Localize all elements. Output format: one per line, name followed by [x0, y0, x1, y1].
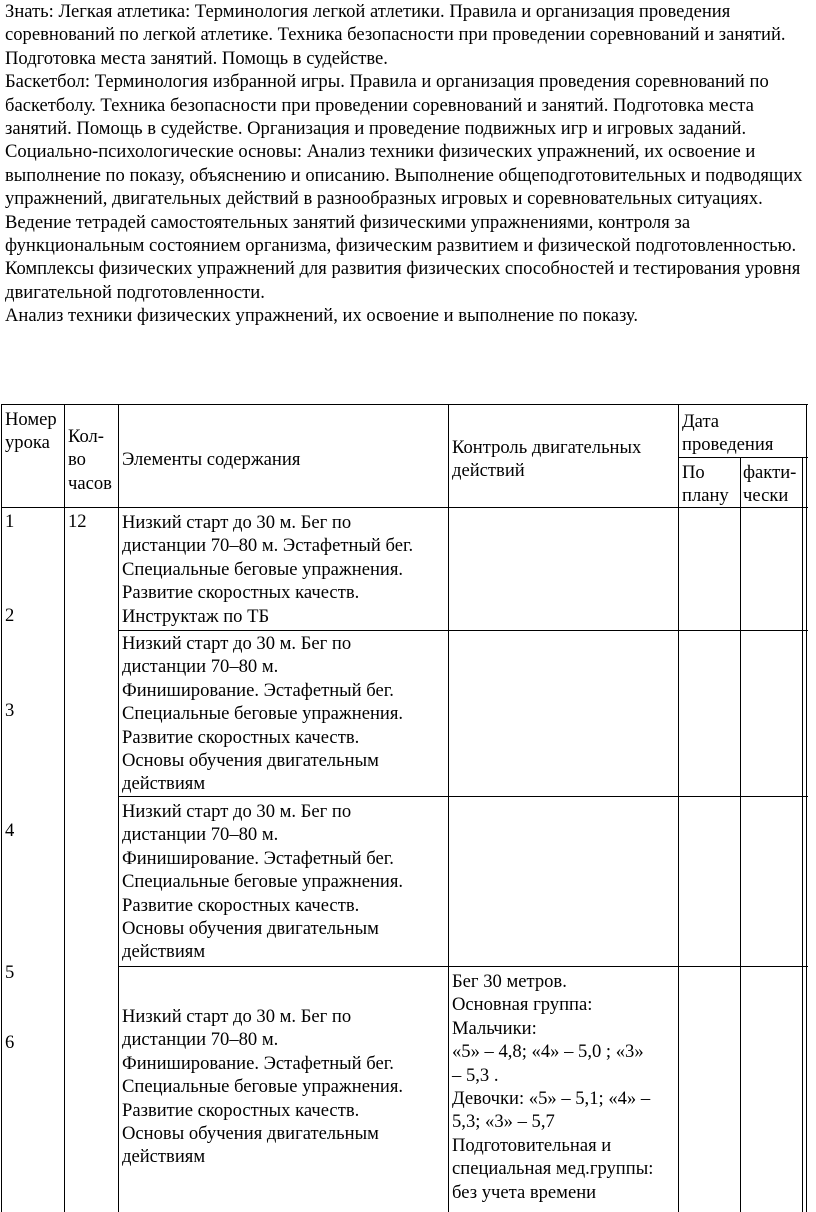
- column-divider: [118, 404, 119, 1212]
- text-line: дистанции 70–80 м. Эстафетный бег.: [122, 535, 414, 557]
- row-1-content: [122, 511, 413, 628]
- lesson-number: 2: [5, 605, 15, 626]
- text-line: действий: [452, 460, 525, 482]
- text-line: Низкий старт до 30 м. Бег по: [122, 801, 352, 822]
- text-line: Основы обучения двигательным: [122, 750, 379, 772]
- lesson-number: 5: [5, 962, 15, 983]
- header-lesson-number: [5, 408, 57, 455]
- intro-paragraph: Анализ техники физических упражнений, их освоение и выполнение по показу.: [5, 305, 639, 327]
- text-line: Развитие скоростных качеств.: [122, 582, 360, 604]
- row-4-content: [122, 1005, 403, 1169]
- column-divider: [448, 404, 449, 1212]
- text-line: По: [682, 462, 705, 483]
- table-border-top: [1, 404, 808, 405]
- text-line: Развитие скоростных качеств.: [122, 1099, 360, 1121]
- intro-paragraph: Ведение тетрадей самостоятельных занятий физическими упражнениями, контроля за функциональным состоянием организма, физическим развитием и физической подготовленностью.: [5, 211, 797, 257]
- text-line: Кол-: [68, 426, 104, 447]
- text-line: Дата: [682, 411, 720, 432]
- text-line: Специальные беговые упражнения.: [122, 558, 404, 580]
- text-line: действиям: [122, 773, 206, 795]
- text-line: урока: [5, 432, 50, 454]
- text-line: Развитие скоростных качеств.: [122, 894, 360, 916]
- intro-paragraph: Знать: Легкая атлетика: Терминология легкой атлетики. Правила и организация проведения соревнований по легкой атлетике. Техника безопасности при проведении соревнований и занятий. Подготовка места занятий. Помощь в судействе.: [5, 1, 786, 69]
- intro-paragraph: Комплексы физических упражнений для развития физических способностей и тестирования уровня двигательной подготовленности.: [5, 258, 801, 303]
- intro-text: [5, 0, 813, 328]
- text-line: часов: [68, 472, 112, 494]
- text-line: Низкий старт до 30 м. Бег по: [122, 1006, 352, 1027]
- text-line: Специальные беговые упражнения.: [122, 871, 404, 893]
- text-line: 5,3; «3» – 5,7: [452, 1111, 555, 1133]
- text-line: факти-: [743, 462, 797, 483]
- column-divider: [740, 457, 741, 1212]
- text-line: Контроль двигательных: [452, 437, 642, 458]
- row-divider: [118, 796, 808, 797]
- text-line: Бег 30 метров.: [452, 971, 567, 992]
- text-line: Низкий старт до 30 м. Бег по: [122, 512, 352, 533]
- intro-paragraph: Социально-психологические основы: Анализ техники физических упражнений, их освоение и выполнение по показу, объяснению и описанию. Выполнение общеподготовительных и подводящих упражнений, двигательных действий в разнообразных игровых и соревновательных ситуациях.: [5, 141, 803, 210]
- text-line: дистанции 70–80 м.: [122, 656, 279, 678]
- text-line: действиям: [122, 941, 206, 963]
- text-line: Мальчики:: [452, 1017, 537, 1039]
- text-line: Финиширование. Эстафетный бег.: [122, 679, 394, 701]
- text-line: Подготовительная и: [452, 1134, 612, 1156]
- text-line: Девочки: «5» – 5,1; «4» –: [452, 1088, 651, 1110]
- text-line: Специальные беговые упражнения.: [122, 1076, 404, 1098]
- date-subheader-divider: [678, 457, 808, 458]
- text-line: Специальные беговые упражнения.: [122, 703, 404, 725]
- text-line: действиям: [122, 1146, 206, 1168]
- text-line: Инструктаж по ТБ: [122, 605, 270, 627]
- row-4-control: [452, 970, 653, 1204]
- text-line: Номер: [5, 409, 57, 430]
- text-line: Основы обучения двигательным: [122, 918, 379, 940]
- header-control: [452, 436, 641, 483]
- text-line: Финиширование. Эстафетный бег.: [122, 1052, 394, 1074]
- row-3-content: [122, 800, 403, 964]
- row-divider: [118, 630, 808, 631]
- text-line: чески: [743, 485, 789, 507]
- lesson-number: 6: [5, 1032, 15, 1053]
- row-divider: [118, 966, 808, 967]
- lesson-plan-table: [0, 404, 808, 1212]
- header-content: Элементы содержания: [122, 449, 301, 470]
- lesson-number: 1: [5, 511, 15, 532]
- header-hours: [68, 425, 112, 495]
- column-divider: [678, 404, 679, 1212]
- hours-value: 12: [68, 511, 87, 532]
- text-line: специальная мед.группы:: [452, 1158, 654, 1180]
- table-border-right-inner: [802, 457, 803, 1212]
- intro-paragraph: Баскетбол: Терминология избранной игры. Правила и организация проведения соревнований по баскетболу. Техника безопасности при проведении соревнований и занятий. Подготовка места занятий. Помощь в судействе. Организация и проведение подвижных игр и игровых заданий.: [5, 71, 769, 140]
- text-line: без учета времени: [452, 1181, 597, 1203]
- text-line: дистанции 70–80 м.: [122, 824, 279, 846]
- header-date-actual: [743, 461, 796, 508]
- table-border-right: [806, 404, 807, 1212]
- text-line: Низкий старт до 30 м. Бег по: [122, 633, 352, 654]
- row-2-content: [122, 632, 403, 796]
- text-line: дистанции 70–80 м.: [122, 1029, 279, 1051]
- text-line: «5» – 4,8; «4» – 5,0 ; «3»: [452, 1041, 644, 1063]
- header-date-planned: [682, 461, 729, 508]
- text-line: плану: [682, 485, 729, 507]
- text-line: Основы обучения двигательным: [122, 1123, 379, 1145]
- text-line: Основная группа:: [452, 994, 593, 1016]
- text-line: – 5,3 .: [452, 1064, 499, 1086]
- lesson-number: 4: [5, 820, 15, 841]
- header-date: [682, 410, 773, 457]
- text-line: Развитие скоростных качеств.: [122, 726, 360, 748]
- text-line: проведения: [682, 434, 774, 456]
- lesson-number: 3: [5, 700, 15, 721]
- table-border-left: [1, 404, 2, 1212]
- text-line: Финиширование. Эстафетный бег.: [122, 847, 394, 869]
- column-divider: [64, 404, 65, 1212]
- text-line: во: [68, 449, 86, 471]
